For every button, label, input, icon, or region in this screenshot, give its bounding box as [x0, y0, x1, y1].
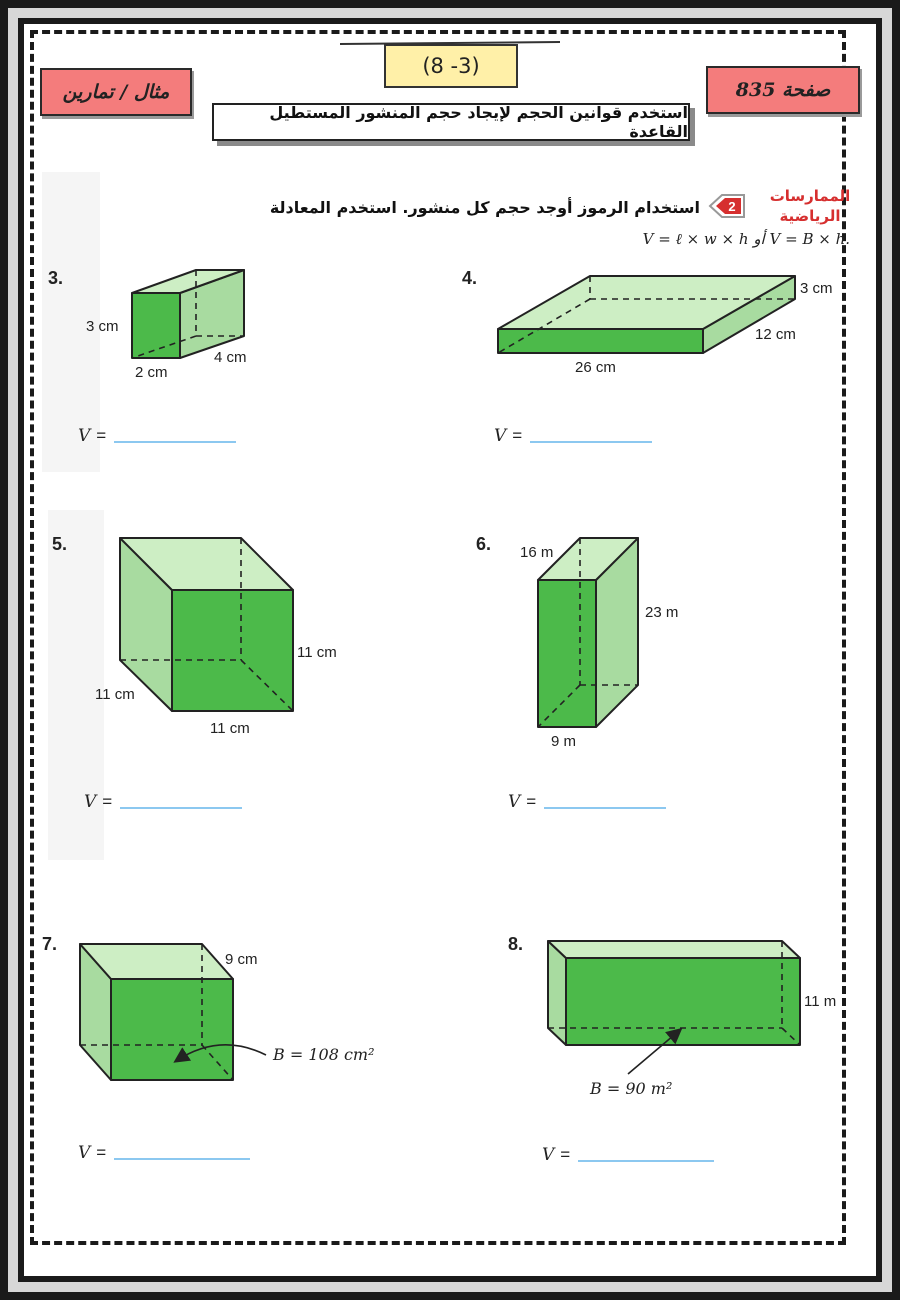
prism-7-base-area-label: B = 108 cm²	[273, 1045, 375, 1064]
answer-5-field[interactable]	[120, 806, 242, 809]
prism-7	[80, 944, 233, 1080]
problem-number-3: 3.	[48, 268, 64, 288]
prism-6-width-label: 9 m	[551, 733, 577, 750]
answer-4-field[interactable]	[530, 440, 652, 443]
instructions-text: استخدام الرموز أوجد حجم كل منشور. استخدم المعادلة	[269, 198, 700, 217]
answer-7-eq: =	[96, 1143, 107, 1162]
answer-5	[84, 792, 242, 812]
badge-number: 2	[728, 199, 736, 214]
prism-6-height-label: 23 m	[645, 604, 679, 621]
answer-4-eq: =	[512, 426, 523, 445]
prism-4-length-label: 26 cm	[575, 359, 616, 376]
answer-5-var: V	[84, 792, 97, 812]
prism-4-depth-label: 12 cm	[755, 326, 796, 343]
lesson-code: (8 -3)	[422, 54, 480, 78]
prism-7-depth-label: 9 cm	[225, 951, 258, 968]
prism-3-depth-label: 4 cm	[214, 349, 247, 366]
prism-5-depth-label: 11 cm	[95, 686, 135, 703]
prism-5-height-label: 11 cm	[297, 644, 337, 661]
answer-7	[78, 1143, 250, 1163]
prism-4	[498, 276, 795, 353]
prism-3	[132, 270, 244, 358]
prism-4-height-label: 3 cm	[800, 280, 833, 297]
prism-8-base-area-label: B = 90 m²	[590, 1079, 673, 1098]
answer-4-var: V	[494, 426, 507, 446]
prism-5-width-label: 11 cm	[210, 720, 250, 737]
problem-number-7: 7.	[42, 934, 58, 954]
answer-3-eq: =	[96, 426, 107, 445]
page-title: استخدم قوانين الحجم لإيجاد حجم المنشور المستطيل القاعدة	[269, 103, 688, 141]
prism-8	[548, 941, 800, 1045]
prism-3-width-label: 2 cm	[135, 364, 168, 381]
problem-number-5: 5.	[52, 534, 68, 554]
answer-7-var: V	[78, 1143, 91, 1163]
answer-8-field[interactable]	[578, 1159, 714, 1162]
problem-number-6: 6.	[476, 534, 492, 554]
prism-3-height-label: 3 cm	[86, 318, 119, 335]
answer-6-var: V	[508, 792, 521, 812]
answer-6	[508, 792, 666, 812]
answer-8-eq: =	[560, 1145, 571, 1164]
answer-3	[78, 426, 236, 446]
page-number-label: صفحة 835	[735, 79, 831, 101]
answer-3-var: V	[78, 426, 91, 446]
problem-number-8: 8.	[508, 934, 524, 954]
example-exercises-label: مثال / تمارين	[62, 81, 170, 103]
answer-6-field[interactable]	[544, 806, 666, 809]
answer-6-eq: =	[526, 792, 537, 811]
volume-formula: V = ℓ × w × h أو V = B × h.	[642, 230, 850, 248]
math-practices-label: الممارسات الرياضية	[769, 187, 851, 225]
answer-8-var: V	[542, 1145, 555, 1165]
prism-8-height-label: 11 m	[804, 993, 837, 1010]
prism-6-depth-label: 16 m	[520, 544, 554, 561]
answer-5-eq: =	[102, 792, 113, 811]
answer-4	[494, 426, 652, 446]
answer-7-field[interactable]	[114, 1157, 250, 1160]
prism-6	[538, 538, 638, 727]
problem-number-4: 4.	[462, 268, 478, 288]
answer-8	[542, 1145, 714, 1165]
answer-3-field[interactable]	[114, 440, 236, 443]
prism-5	[120, 538, 293, 711]
